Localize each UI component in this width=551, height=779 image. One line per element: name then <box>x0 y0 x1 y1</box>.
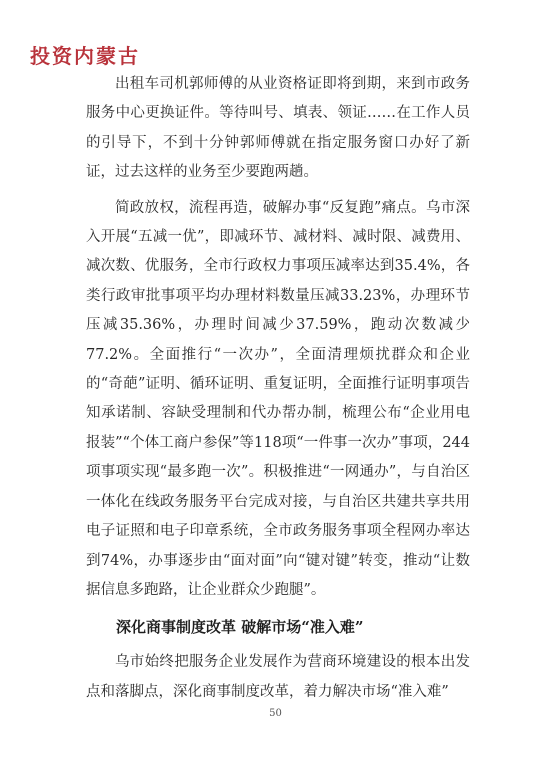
page-header-title: 投资内蒙古 <box>30 44 140 68</box>
article-body <box>86 70 470 707</box>
paragraph: 出租车司机郭师傅的从业资格证即将到期，来到市政务服务中心更换证件。等待叫号、填表、领证……在工作人员的引导下，不到十分钟郭师傅就在指定服务窗口办好了新证，过去这样的业务至少要跑两趟。 <box>86 76 470 181</box>
paragraph: 乌市始终把服务企业发展作为营商环境建设的根本出发点和落脚点，深化商事制度改革，着力解决市场“准入难” <box>86 654 470 700</box>
section-heading: 深化商事制度改革 破解市场“准入难” <box>116 618 364 637</box>
paragraph: 简政放权，流程再造，破解办事“反复跑”痛点。乌市深入开展“五减一优”，即减环节、减材料、减时限、减费用、减次数、优服务，全市行政权力事项压减率达到35.4%，各类行政审批事项平均办理材料数量压减33.23%，办理环节压减35.36%，办理时间减少37.59%，跑动次数减少77.2%。全面推行“一次办”，全面清理烦扰群众和企业的“奇葩”证明、循环证明、重复证明，全面推行证明事项告知承诺制、容缺受理制和代办帮办制，梳理公布“企业用电报装”“个体工商户参保”等118项“一件事一次办”事项，244项事项实现“最多跑一次”。积极推进“一网通办”，与自治区一体化在线政务服务平台完成对接，与自治区共建共享共用电子证照和电子印章系统，全市政务服务事项全程网办率达到74%，办事逐步由“面对面”向“键对键”转变，推动“让数据信息多跑路，让企业群众少跑腿”。 <box>86 199 470 598</box>
page-number: 50 <box>269 708 282 719</box>
